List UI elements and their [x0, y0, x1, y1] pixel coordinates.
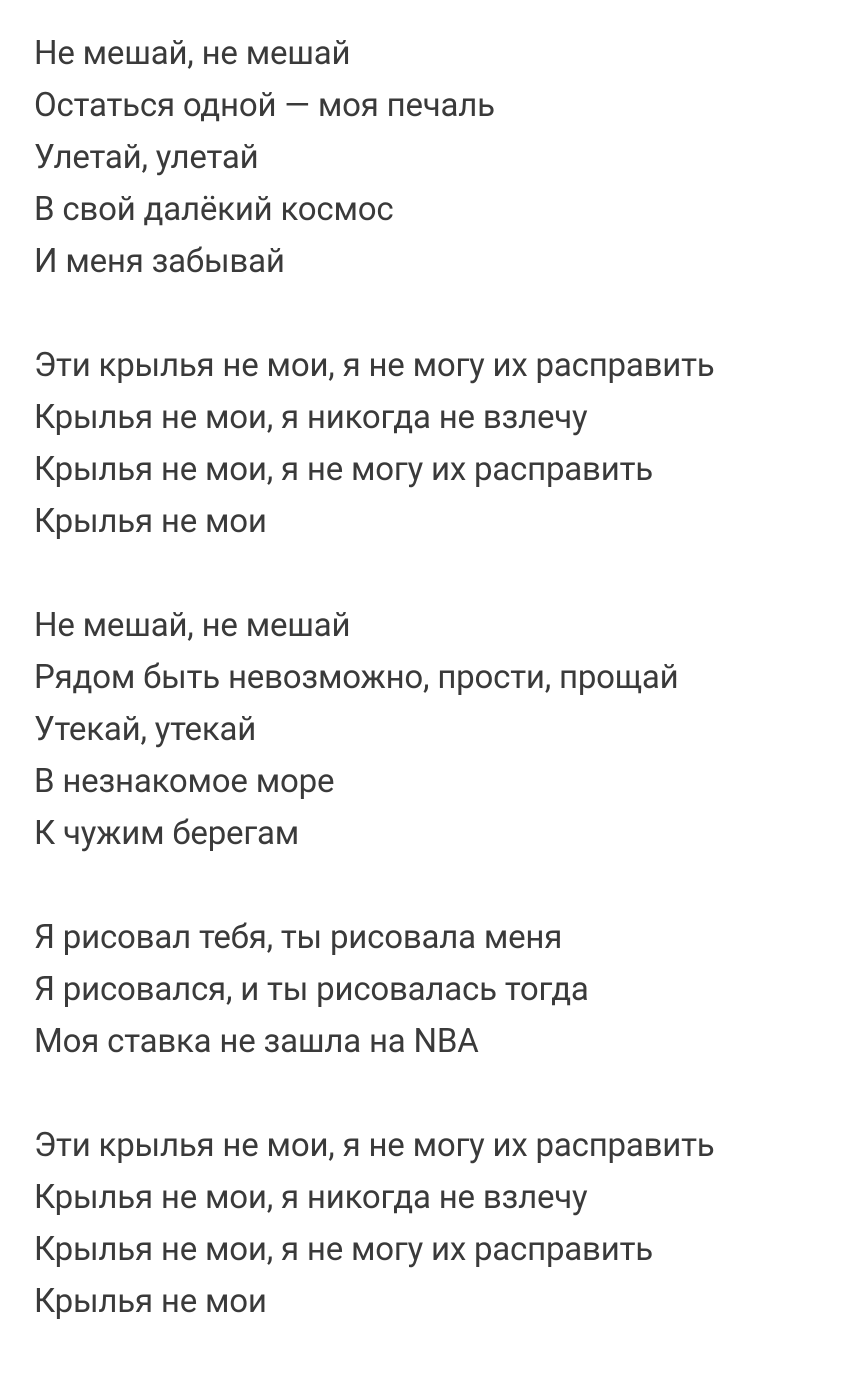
stanza-4: [34, 912, 844, 1068]
lyric-line: Не мешай, не мешай: [34, 606, 351, 645]
lyric-line: В незнакомое море: [34, 762, 335, 801]
lyric-line: И меня забывай: [34, 242, 285, 281]
lyric-line: Крылья не мои: [34, 1282, 267, 1321]
lyric-line: В свой далёкий космос: [34, 190, 394, 229]
lyric-line: Рядом быть невозможно, прости, прощай: [34, 658, 679, 697]
lyric-line: Остаться одной — моя печаль: [34, 86, 495, 125]
lyrics-text: [34, 28, 844, 1380]
lyric-line: Эти крылья не мои, я не могу их расправить: [34, 1126, 715, 1165]
lyric-line: Эти крылья не мои, я не могу их расправить: [34, 346, 715, 385]
lyric-line: К чужим берегам: [34, 814, 300, 853]
lyric-line: Не мешай, не мешай: [34, 34, 351, 73]
stanza-2: [34, 340, 844, 548]
stanza-1: [34, 28, 844, 288]
lyric-line: Я рисовал тебя, ты рисовала меня: [34, 918, 563, 957]
lyric-line: Крылья не мои: [34, 502, 267, 541]
lyric-line: Я рисовался, и ты рисовалась тогда: [34, 970, 589, 1009]
lyric-line: Крылья не мои, я никогда не взлечу: [34, 1178, 588, 1217]
lyric-line: Улетай, улетай: [34, 138, 259, 177]
lyric-line: Крылья не мои, я никогда не взлечу: [34, 398, 588, 437]
lyric-line: Утекай, утекай: [34, 710, 257, 749]
lyric-line: Моя ставка не зашла на NBA: [34, 1022, 479, 1061]
lyric-line: Крылья не мои, я не могу их расправить: [34, 450, 653, 489]
lyric-line: Крылья не мои, я не могу их расправить: [34, 1230, 653, 1269]
stanza-5: [34, 1120, 844, 1328]
stanza-3: [34, 600, 844, 860]
